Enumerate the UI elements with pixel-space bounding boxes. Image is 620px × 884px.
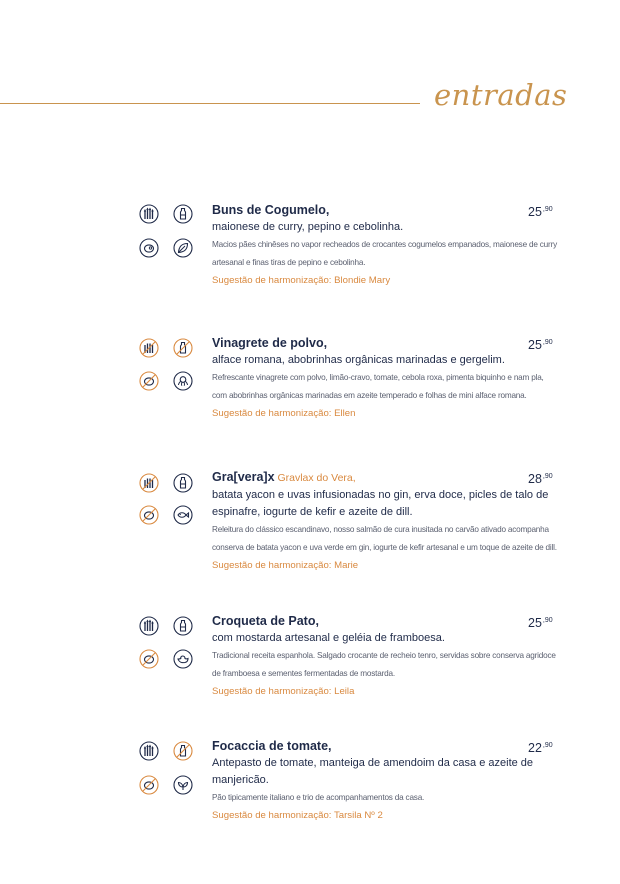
- menu-item-content: [212, 738, 557, 824]
- dish-description: Macios pães chinêses no vapor recheados de crocantes cogumelos empanados, maionese de curry artesanal e finas tiras de pepino e cebolinha.: [212, 240, 557, 267]
- price-cents: ,90: [542, 473, 553, 480]
- price-value: 25: [528, 205, 542, 219]
- dish-name: [212, 202, 557, 218]
- menu-item-content: [212, 469, 557, 574]
- dish-price: [528, 738, 553, 756]
- pairing-suggestion: Sugestão de harmonização: Blondie Mary: [212, 275, 391, 286]
- dish-name-text: Croqueta de Pato,: [212, 614, 319, 628]
- no-meat-icon: [139, 371, 159, 391]
- dish-description: Pão tipicamente italiano e trio de acompanhamentos da casa.: [212, 793, 425, 802]
- price-cents: ,90: [542, 742, 553, 749]
- dish-subtitle: batata yacon e uvas infusionadas no gin, erva doce, picles de talo de espinafre, iogurte de kefir e azeite de dill.: [212, 489, 549, 518]
- dish-price: [528, 613, 553, 631]
- dish-price: [528, 469, 553, 487]
- pairing-suggestion: Sugestão de harmonização: Marie: [212, 560, 359, 571]
- vegan-leaf-icon: [173, 238, 193, 258]
- dish-description: Releitura do clássico escandinavo, nosso salmão de cura inusitada no carvão ativado acompanha conserva de batata yacon e uva verde em gin, iogurte de kefir artesanal e um toque de azeite de dill.: [212, 525, 557, 552]
- no-meat-icon: [139, 649, 159, 669]
- duck-icon: [173, 649, 193, 669]
- no-wheat-icon: [139, 338, 159, 358]
- price-cents: ,90: [542, 617, 553, 624]
- dish-name: [212, 738, 557, 754]
- dish-name: [212, 613, 557, 629]
- dairy-bottle-icon: [173, 473, 193, 493]
- menu-item-content: [212, 335, 557, 422]
- dish-name-text: Gra[vera]x: [212, 470, 275, 484]
- meat-icon: [139, 238, 159, 258]
- dish-subtitle: maionese de curry, pepino e cebolinha.: [212, 221, 404, 233]
- price-cents: ,90: [542, 339, 553, 346]
- dish-name: [212, 335, 557, 351]
- price-value: 28: [528, 472, 542, 486]
- no-meat-icon: [139, 505, 159, 525]
- wheat-icon: [139, 741, 159, 761]
- wheat-icon: [139, 204, 159, 224]
- no-dairy-icon: [173, 741, 193, 761]
- price-value: 25: [528, 338, 542, 352]
- no-dairy-icon: [173, 338, 193, 358]
- pairing-suggestion: Sugestão de harmonização: Tarsila Nº 2: [212, 810, 383, 821]
- dish-name-text: Focaccia de tomate,: [212, 739, 332, 753]
- no-wheat-icon: [139, 473, 159, 493]
- price-value: 22: [528, 741, 542, 755]
- dish-price: [528, 202, 553, 220]
- seafood-icon: [173, 371, 193, 391]
- menu-item-content: [212, 202, 557, 289]
- header-divider: [0, 103, 420, 104]
- pairing-suggestion: Sugestão de harmonização: Leila: [212, 686, 355, 697]
- dish-name-text: Buns de Cogumelo,: [212, 203, 330, 217]
- dish-price: [528, 335, 553, 353]
- menu-item-content: [212, 613, 557, 700]
- dairy-bottle-icon: [173, 616, 193, 636]
- vegetarian-icon: [173, 775, 193, 795]
- dish-description: Tradicional receita espanhola. Salgado crocante de recheio tenro, servidas sobre conserva agridoce de framboesa e sementes fermentadas de mostarda.: [212, 651, 556, 678]
- price-value: 25: [528, 616, 542, 630]
- wheat-icon: [139, 616, 159, 636]
- dish-name-translation: Gravlax do Vera,: [274, 472, 356, 484]
- dish-subtitle: Antepasto de tomate, manteiga de amendoim da casa e azeite de manjericão.: [212, 757, 534, 786]
- no-meat-icon: [139, 775, 159, 795]
- dish-name-text: Vinagrete de polvo,: [212, 336, 328, 350]
- dish-description: Refrescante vinagrete com polvo, limão-cravo, tomate, cebola roxa, pimenta biquinho e nam pla, com abobrinhas orgânicas marinadas em azeite temperado e folhas de mini alface romana.: [212, 373, 544, 400]
- fish-icon: [173, 505, 193, 525]
- dish-subtitle: alface romana, abobrinhas orgânicas marinadas e gergelim.: [212, 354, 505, 366]
- price-cents: ,90: [542, 206, 553, 213]
- dish-subtitle: com mostarda artesanal e geléia de framboesa.: [212, 632, 445, 644]
- pairing-suggestion: Sugestão de harmonização: Ellen: [212, 408, 356, 419]
- dairy-bottle-icon: [173, 204, 193, 224]
- section-title: entradas: [434, 78, 568, 112]
- dish-name: [212, 469, 557, 486]
